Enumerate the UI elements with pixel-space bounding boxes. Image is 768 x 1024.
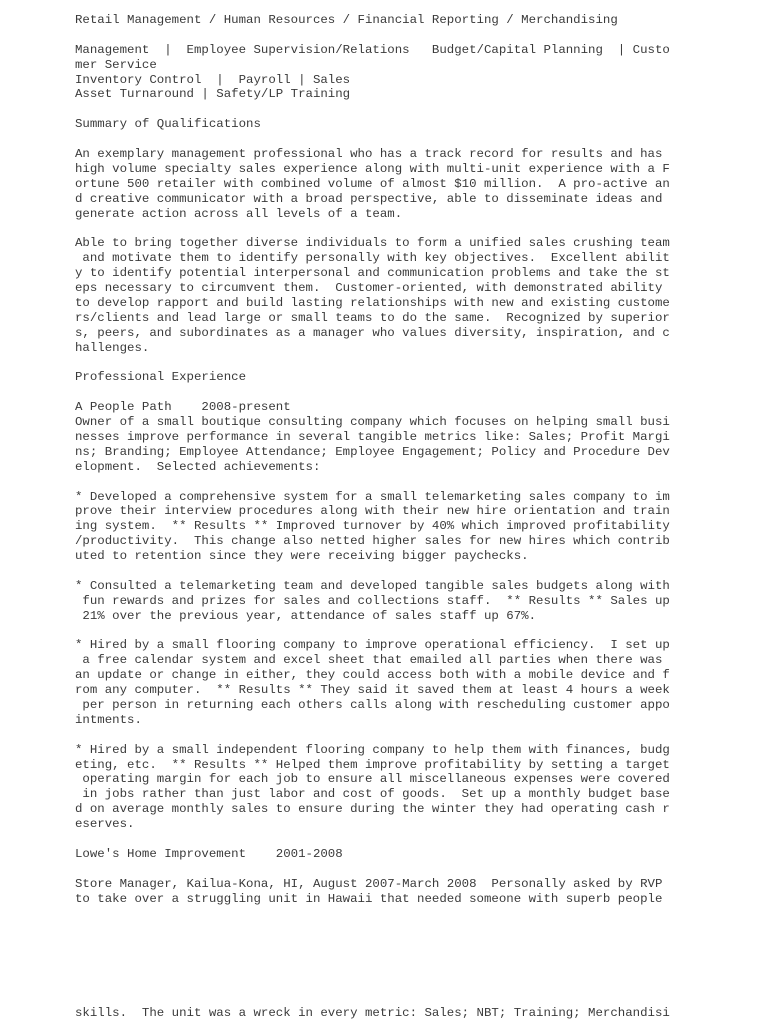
skills-list: [75, 43, 675, 103]
spacer: [75, 624, 675, 639]
summary-paragraph-1: [75, 147, 675, 221]
paragraph-line: Able to bring together diverse individuals to form a unified sales crushing team: [75, 236, 670, 251]
job-title-line: Lowe's Home Improvement 2001-2008: [75, 846, 343, 861]
paragraph-line: hallenges.: [75, 340, 150, 355]
paragraph-line: high volume specialty sales experience along with multi-unit experience with a F: [75, 161, 670, 176]
achievement-line: * Consulted a telemarketing team and developed tangible sales budgets along with: [75, 578, 670, 593]
paragraph-line: eps necessary to circumvent them. Customer-oriented, with demonstrated ability: [75, 281, 663, 296]
paragraph-line: ortune 500 retailer with combined volume of almost $10 million. A pro-active an: [75, 176, 670, 191]
achievement-line: rom any computer. ** Results ** They said it saved them at least 4 hours a week: [75, 683, 670, 698]
resume-page: [75, 13, 675, 906]
achievement-line: an update or change in either, they could access both with a mobile device and f: [75, 668, 670, 683]
summary-heading: Summary of Qualifications: [75, 117, 261, 132]
achievement-line: intments.: [75, 712, 142, 727]
paragraph-line: ns; Branding; Employee Attendance; Employee Engagement; Policy and Procedure Dev: [75, 444, 670, 459]
spacer: [75, 28, 675, 43]
spacer: [75, 564, 675, 579]
achievement-line: 21% over the previous year, attendance of sales staff up 67%.: [75, 608, 537, 623]
achievement-line: * Hired by a small independent flooring company to help them with finances, budg: [75, 742, 670, 757]
paragraph-line: Owner of a small boutique consulting company which focuses on helping small busi: [75, 415, 670, 430]
summary-paragraph-2: [75, 236, 675, 355]
skills-line: Asset Turnaround | Safety/LP Training: [75, 87, 351, 102]
achievement-line: eserves.: [75, 817, 135, 832]
job-entry: [75, 847, 675, 907]
achievement-line: * Hired by a small flooring company to improve operational efficiency. I set up: [75, 638, 670, 653]
paragraph-line: to develop rapport and build lasting relationships with new and existing custome: [75, 295, 670, 310]
spacer: [75, 102, 675, 117]
spacer: [75, 385, 675, 400]
paragraph-line: Store Manager, Kailua-Kona, HI, August 2007-March 2008 Personally asked by RVP: [75, 876, 663, 891]
paragraph-line: and motivate them to identify personally with key objectives. Excellent abilit: [75, 251, 670, 266]
skills-line: mer Service: [75, 57, 157, 72]
spacer: [75, 475, 675, 490]
achievement-line: operating margin for each job to ensure all miscellaneous expenses were covered: [75, 772, 670, 787]
achievement-item: [75, 579, 675, 624]
paragraph-line: elopment. Selected achievements:: [75, 459, 321, 474]
spacer: [75, 132, 675, 147]
paragraph-line: d creative communicator with a broad perspective, able to disseminate ideas and: [75, 191, 663, 206]
paragraph-line: An exemplary management professional who has a track record for results and has: [75, 147, 663, 162]
experience-heading: Professional Experience: [75, 370, 247, 385]
achievement-line: eting, etc. ** Results ** Helped them improve profitability by setting a target: [75, 757, 670, 772]
achievement-line: uted to retention since they were receiving bigger paychecks.: [75, 549, 529, 564]
skills-line: Management | Employee Supervision/Relations Budget/Capital Planning | Custo: [75, 42, 670, 57]
achievement-line: prove their interview procedures along with their new hire orientation and train: [75, 504, 670, 519]
spacer: [75, 221, 675, 236]
spacer: [75, 728, 675, 743]
job-title-line: A People Path 2008-present: [75, 400, 291, 415]
achievement-line: d on average monthly sales to ensure during the winter they had operating cash r: [75, 802, 670, 817]
achievement-line: fun rewards and prizes for sales and collections staff. ** Results ** Sales up: [75, 593, 670, 608]
spacer: [75, 832, 675, 847]
paragraph-line: nesses improve performance in several tangible metrics like: Sales; Profit Margi: [75, 429, 670, 444]
achievement-line: per person in returning each others calls along with rescheduling customer appo: [75, 697, 670, 712]
paragraph-line: y to identify potential interpersonal and communication problems and take the st: [75, 266, 670, 281]
achievement-line: a free calendar system and excel sheet that emailed all parties when there was: [75, 653, 663, 668]
paragraph-line: rs/clients and lead large or small teams to do the same. Recognized by superior: [75, 310, 670, 325]
continuation-line: skills. The unit was a wreck in every metric: Sales; NBT; Training; Merchandisi: [75, 1006, 670, 1020]
achievement-item: [75, 743, 675, 832]
achievement-line: * Developed a comprehensive system for a small telemarketing sales company to im: [75, 489, 670, 504]
spacer: [75, 355, 675, 370]
paragraph-line: generate action across all levels of a team.: [75, 206, 403, 221]
achievement-item: [75, 638, 675, 727]
areas-of-expertise: Retail Management / Human Resources / Financial Reporting / Merchandising: [75, 13, 618, 27]
job-entry: [75, 400, 675, 474]
paragraph-line: to take over a struggling unit in Hawaii that needed someone with superb people: [75, 891, 663, 906]
achievement-line: ing system. ** Results ** Improved turnover by 40% which improved profitability: [75, 519, 670, 534]
achievement-line: /productivity. This change also netted higher sales for new hires which contrib: [75, 534, 670, 549]
achievement-item: [75, 490, 675, 564]
paragraph-line: s, peers, and subordinates as a manager who values diversity, inspiration, and c: [75, 325, 670, 340]
achievement-line: in jobs rather than just labor and cost of goods. Set up a monthly budget base: [75, 787, 670, 802]
skills-line: Inventory Control | Payroll | Sales: [75, 72, 351, 87]
spacer: [75, 862, 675, 877]
